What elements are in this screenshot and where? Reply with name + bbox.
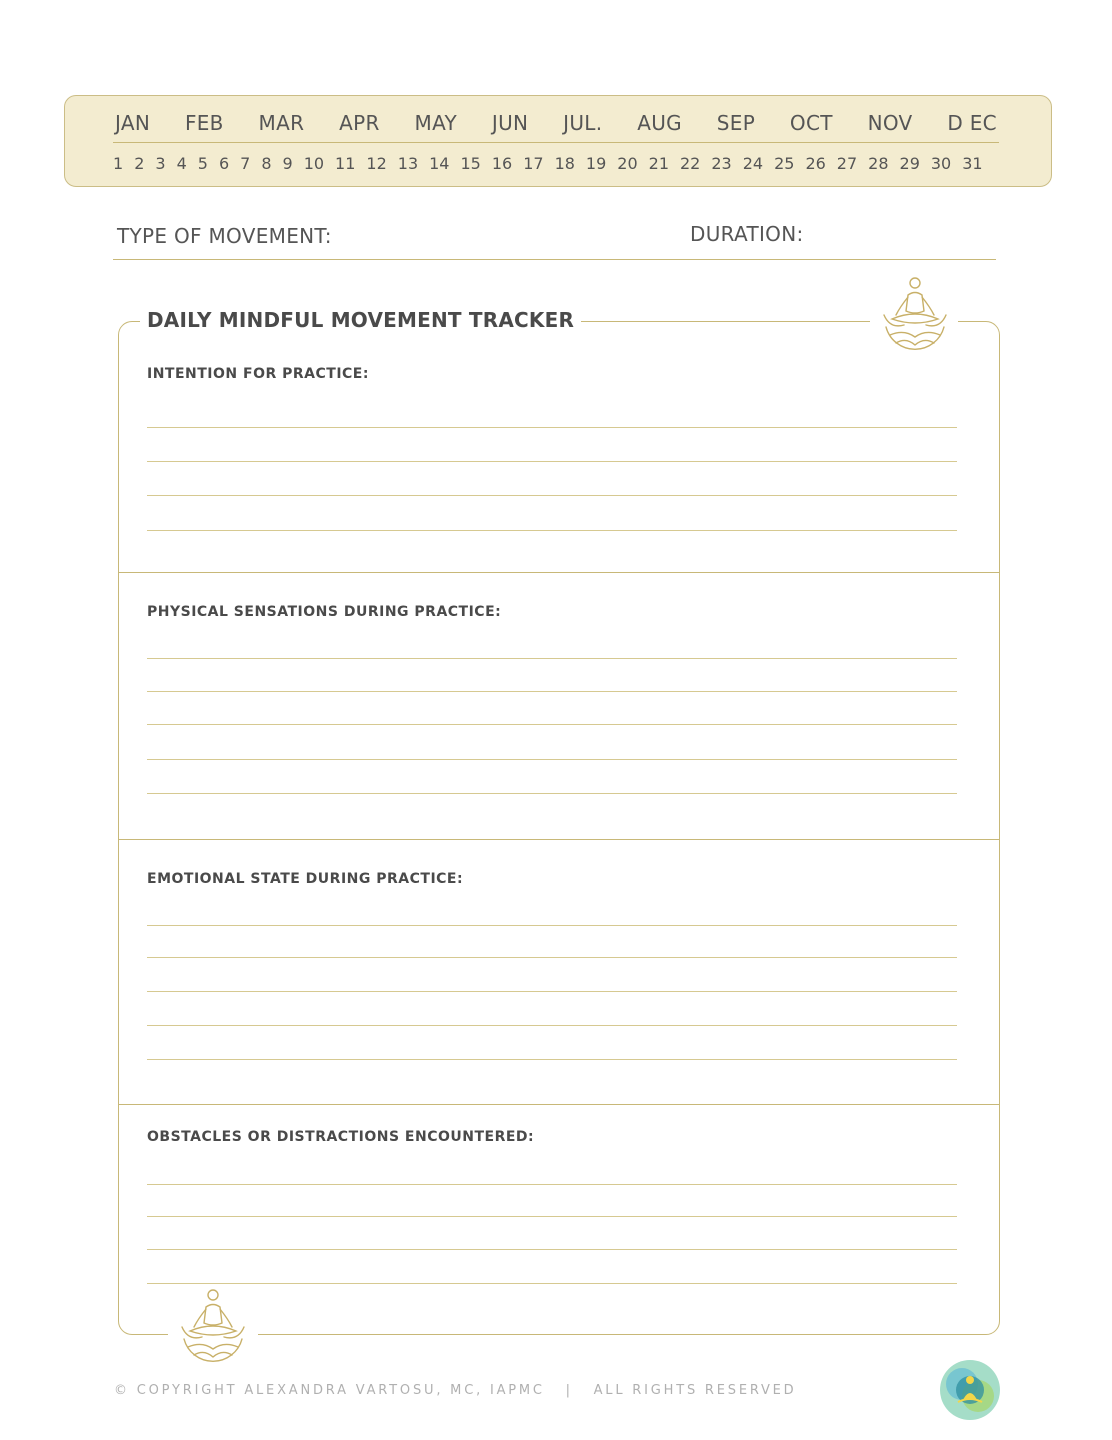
day-20[interactable]: 20 bbox=[617, 153, 638, 173]
obstacles-label: OBSTACLES OR DISTRACTIONS ENCOUNTERED: bbox=[147, 1129, 535, 1145]
day-18[interactable]: 18 bbox=[554, 153, 575, 173]
meditation-figure-icon bbox=[878, 275, 952, 355]
writing-line[interactable] bbox=[147, 691, 957, 692]
writing-line[interactable] bbox=[147, 427, 957, 428]
day-row bbox=[113, 152, 983, 174]
day-29[interactable]: 29 bbox=[899, 153, 920, 173]
day-30[interactable]: 30 bbox=[930, 153, 952, 173]
writing-line[interactable] bbox=[147, 1184, 957, 1185]
writing-line[interactable] bbox=[147, 925, 957, 926]
day-3[interactable]: 3 bbox=[155, 153, 166, 173]
month-nov[interactable]: NOV bbox=[867, 111, 913, 135]
month-day-header bbox=[64, 95, 1052, 187]
month-oct[interactable]: OCT bbox=[789, 111, 833, 135]
day-14[interactable]: 14 bbox=[429, 153, 450, 173]
day-23[interactable]: 23 bbox=[711, 153, 732, 173]
day-5[interactable]: 5 bbox=[197, 153, 208, 173]
day-1[interactable]: 1 bbox=[113, 153, 124, 173]
day-11[interactable]: 11 bbox=[335, 153, 356, 173]
day-13[interactable]: 13 bbox=[397, 153, 419, 173]
day-7[interactable]: 7 bbox=[240, 153, 251, 173]
month-jul[interactable]: JUL. bbox=[563, 111, 603, 135]
writing-line[interactable] bbox=[147, 495, 957, 496]
day-4[interactable]: 4 bbox=[176, 153, 187, 173]
day-31[interactable]: 31 bbox=[962, 153, 983, 173]
emotional-state-label: EMOTIONAL STATE DURING PRACTICE: bbox=[147, 871, 464, 887]
tracker-frame bbox=[118, 321, 1000, 1335]
writing-line[interactable] bbox=[147, 724, 957, 725]
meditation-logo-icon bbox=[936, 1356, 1004, 1424]
month-feb[interactable]: FEB bbox=[184, 111, 224, 135]
month-may[interactable]: MAY bbox=[414, 111, 458, 135]
duration-label: DURATION: bbox=[690, 222, 804, 246]
writing-line[interactable] bbox=[147, 658, 957, 659]
day-8[interactable]: 8 bbox=[261, 153, 272, 173]
month-sep[interactable]: SEP bbox=[716, 111, 756, 135]
meditation-figure-icon bbox=[176, 1287, 250, 1367]
day-2[interactable]: 2 bbox=[134, 153, 145, 173]
section-divider bbox=[118, 1104, 1000, 1105]
writing-line[interactable] bbox=[147, 759, 957, 760]
section-divider bbox=[118, 572, 1000, 573]
writing-line[interactable] bbox=[147, 957, 957, 958]
month-row bbox=[115, 110, 997, 136]
day-28[interactable]: 28 bbox=[868, 153, 889, 173]
writing-line[interactable] bbox=[147, 530, 957, 531]
writing-line[interactable] bbox=[147, 1025, 957, 1026]
day-12[interactable]: 12 bbox=[366, 153, 387, 173]
day-27[interactable]: 27 bbox=[836, 153, 858, 173]
writing-line[interactable] bbox=[147, 461, 957, 462]
day-25[interactable]: 25 bbox=[774, 153, 795, 173]
day-19[interactable]: 19 bbox=[585, 153, 607, 173]
calendar-divider bbox=[113, 142, 999, 143]
day-21[interactable]: 21 bbox=[648, 153, 669, 173]
day-6[interactable]: 6 bbox=[218, 153, 230, 173]
day-10[interactable]: 10 bbox=[303, 153, 325, 173]
copyright-footer: © COPYRIGHT ALEXANDRA VARTOSU, MC, IAPMC | ALL RIGHTS RESERVED bbox=[114, 1383, 797, 1398]
tracker-title: DAILY MINDFUL MOVEMENT TRACKER bbox=[140, 308, 581, 332]
month-mar[interactable]: MAR bbox=[258, 111, 305, 135]
month-dec[interactable]: D EC bbox=[947, 111, 997, 135]
month-apr[interactable]: APR bbox=[339, 111, 380, 135]
day-15[interactable]: 15 bbox=[460, 153, 481, 173]
writing-line[interactable] bbox=[147, 1283, 957, 1284]
day-17[interactable]: 17 bbox=[523, 153, 544, 173]
intention-label: INTENTION FOR PRACTICE: bbox=[147, 366, 369, 382]
writing-line[interactable] bbox=[147, 793, 957, 794]
physical-sensations-label: PHYSICAL SENSATIONS DURING PRACTICE: bbox=[147, 604, 502, 620]
day-22[interactable]: 22 bbox=[680, 153, 701, 173]
type-of-movement-line[interactable] bbox=[113, 259, 996, 260]
day-24[interactable]: 24 bbox=[742, 153, 764, 173]
day-16[interactable]: 16 bbox=[491, 153, 513, 173]
writing-line[interactable] bbox=[147, 1216, 957, 1217]
writing-line[interactable] bbox=[147, 1249, 957, 1250]
writing-line[interactable] bbox=[147, 1059, 957, 1060]
month-jun[interactable]: JUN bbox=[491, 111, 529, 135]
section-divider bbox=[118, 839, 1000, 840]
type-of-movement-label: TYPE OF MOVEMENT: bbox=[117, 224, 332, 248]
month-aug[interactable]: AUG bbox=[637, 111, 682, 135]
month-jan[interactable]: JAN bbox=[115, 111, 151, 135]
writing-line[interactable] bbox=[147, 991, 957, 992]
day-9[interactable]: 9 bbox=[282, 153, 293, 173]
day-26[interactable]: 26 bbox=[805, 153, 826, 173]
